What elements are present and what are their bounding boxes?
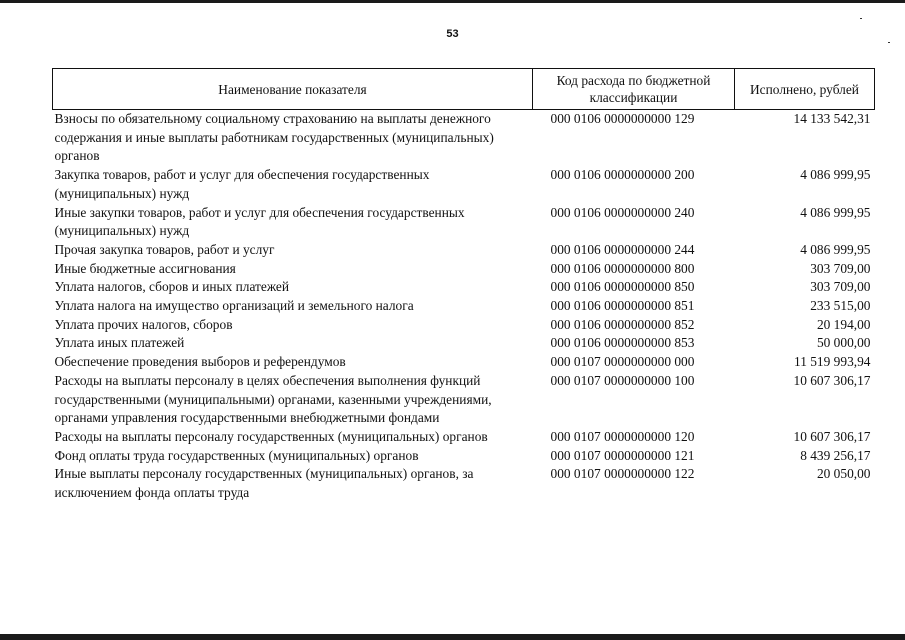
indicator-name-cell: Иные бюджетные ассигнования xyxy=(54,260,236,276)
executed-amount-cell: 10 607 306,17 xyxy=(793,372,871,388)
page-number: 53 xyxy=(446,28,459,40)
budget-code-cell: 000 0107 0000000000 122 xyxy=(550,466,695,482)
header-indicator-name: Наименование показателя xyxy=(53,69,533,110)
indicator-name-cell: Расходы на выплаты персоналу государственных (муниципальных) органов xyxy=(54,428,488,444)
table-body xyxy=(53,110,875,503)
table-row xyxy=(53,334,875,353)
indicator-name-cell: Обеспечение проведения выборов и референдумов xyxy=(54,354,346,370)
indicator-name-cell: Иные закупки товаров, работ и услуг для обеспечения государственных (муниципальных) нужд xyxy=(54,204,465,239)
budget-code-cell: 000 0106 0000000000 850 xyxy=(550,279,695,295)
budget-code-cell: 000 0107 0000000000 100 xyxy=(550,372,695,388)
table-row xyxy=(53,353,875,372)
scan-speck xyxy=(860,18,862,19)
budget-code-cell: 000 0106 0000000000 129 xyxy=(550,111,695,126)
indicator-name-cell: Взносы по обязательному социальному страхованию на выплаты денежного содержания и иные выплаты работникам государственных (муниципальных) органов xyxy=(54,111,494,164)
header-row xyxy=(53,69,875,110)
indicator-name-cell: Уплата прочих налогов, сборов xyxy=(54,316,233,332)
executed-amount-cell: 11 519 993,94 xyxy=(794,354,871,370)
executed-amount-cell: 8 439 256,17 xyxy=(800,447,871,463)
table-row xyxy=(53,428,875,447)
table-row xyxy=(53,241,875,260)
table-row xyxy=(53,316,875,335)
indicator-name-cell: Закупка товаров, работ и услуг для обеспечения государственных (муниципальных) нужд xyxy=(54,167,430,201)
indicator-name-cell: Расходы на выплаты персоналу в целях обеспечения выполнения функций государственными (муниципальными) органами, казенными учреждениями, органами управления государственными внебюджетными фондами xyxy=(54,372,492,426)
executed-amount-cell: 50 000,00 xyxy=(816,335,871,351)
budget-execution-table xyxy=(52,68,875,503)
executed-amount-cell: 303 709,00 xyxy=(810,260,871,276)
indicator-name-cell: Уплата иных платежей xyxy=(54,335,185,351)
scan-edge-bottom xyxy=(0,634,905,640)
executed-amount-cell: 14 133 542,31 xyxy=(793,111,871,126)
executed-amount-cell: 303 709,00 xyxy=(810,279,871,295)
header-budget-code: Код расхода по бюджетной классификации xyxy=(533,69,735,110)
indicator-name-cell: Прочая закупка товаров, работ и услуг xyxy=(54,241,275,257)
executed-amount-cell: 20 050,00 xyxy=(816,466,871,482)
executed-amount-cell: 4 086 999,95 xyxy=(800,204,871,220)
executed-amount-cell: 4 086 999,95 xyxy=(800,241,871,257)
executed-amount-cell: 10 607 306,17 xyxy=(793,428,871,444)
budget-code-cell: 000 0107 0000000000 120 xyxy=(550,428,695,444)
table-row xyxy=(53,278,875,297)
budget-code-cell: 000 0107 0000000000 000 xyxy=(550,354,695,370)
budget-code-cell: 000 0106 0000000000 800 xyxy=(550,260,695,276)
scan-speck xyxy=(888,42,890,43)
table-row xyxy=(53,260,875,279)
executed-amount-cell: 20 194,00 xyxy=(816,316,871,332)
budget-code-cell: 000 0106 0000000000 240 xyxy=(550,204,695,220)
executed-amount-cell: 233 515,00 xyxy=(810,298,871,314)
budget-code-cell: 000 0106 0000000000 851 xyxy=(550,298,695,314)
table-header xyxy=(53,69,875,110)
budget-code-cell: 000 0107 0000000000 121 xyxy=(550,447,695,463)
table-row xyxy=(53,465,875,502)
indicator-name-cell: Уплата налогов, сборов и иных платежей xyxy=(54,279,290,295)
table-row xyxy=(53,447,875,466)
budget-code-cell: 000 0106 0000000000 244 xyxy=(550,241,695,257)
indicator-name-cell: Иные выплаты персоналу государственных (муниципальных) органов, за исключением фонда оплаты труда xyxy=(54,466,474,501)
scan-edge-top xyxy=(0,0,905,3)
budget-code-cell: 000 0106 0000000000 853 xyxy=(550,335,695,351)
table-row xyxy=(53,204,875,241)
table-row xyxy=(53,166,875,203)
table-row xyxy=(53,372,875,428)
indicator-name-cell: Фонд оплаты труда государственных (муниципальных) органов xyxy=(54,447,419,463)
table-row xyxy=(53,297,875,316)
indicator-name-cell: Уплата налога на имущество организаций и земельного налога xyxy=(54,298,414,314)
budget-code-cell: 000 0106 0000000000 852 xyxy=(550,316,695,332)
executed-amount-cell: 4 086 999,95 xyxy=(800,167,871,183)
budget-code-cell: 000 0106 0000000000 200 xyxy=(550,167,695,183)
table-row xyxy=(53,110,875,167)
header-executed-amount: Исполнено, рублей xyxy=(735,69,875,110)
